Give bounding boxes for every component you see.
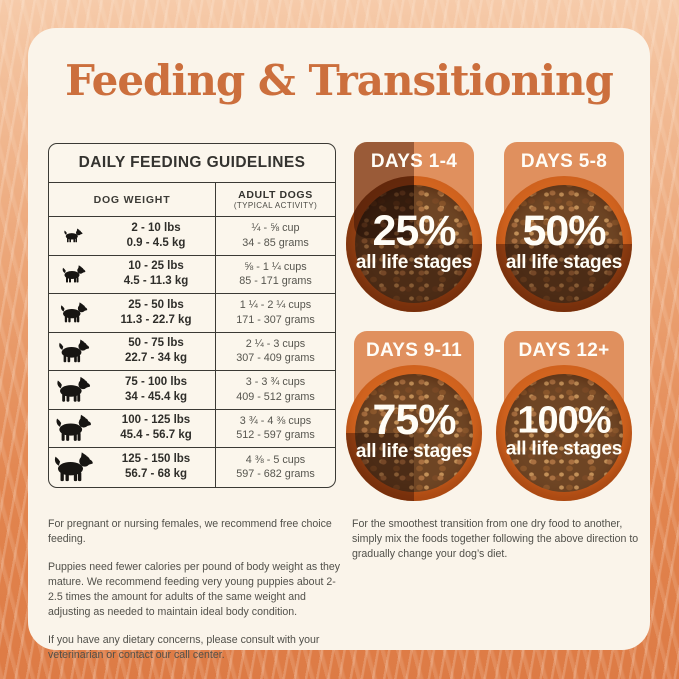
kibble-bowl-icon: [346, 176, 482, 312]
transition-step-days-12-plus: [488, 331, 640, 523]
large-dog-icon: [49, 333, 97, 371]
weight-kg: 0.9 - 4.5 kg: [126, 236, 186, 249]
giant-dog-icon: [49, 448, 97, 487]
xxlarge-dog-icon: [49, 410, 97, 448]
weight-lbs: 50 - 75 lbs: [128, 337, 184, 350]
column-header-adult-dogs: [215, 183, 335, 216]
serving-grams: 597 - 682 grams: [236, 468, 315, 481]
column-header-adult-dogs-line1: ADULT DOGS: [238, 188, 313, 201]
percent-label: [346, 207, 482, 274]
serving-cups: ⅝ - 1 ¼ cups: [244, 260, 307, 273]
percent-value: 100%: [517, 399, 611, 442]
serving-cups: 4 ⅜ - 5 cups: [245, 453, 306, 466]
serving-cups: 1 ¼ - 2 ¼ cups: [239, 299, 312, 312]
table-row: [49, 294, 335, 333]
toy-dog-icon: [49, 217, 97, 255]
table-title: DAILY FEEDING GUIDELINES: [49, 144, 335, 183]
days-label: DAYS 1-4: [370, 151, 458, 172]
weight-lbs: 25 - 50 lbs: [128, 298, 184, 311]
feeding-guidelines-table: [48, 143, 336, 488]
weight-lbs: 75 - 100 lbs: [124, 375, 187, 388]
table-row: [49, 448, 335, 487]
transition-step-days-5-8: [488, 142, 640, 334]
feeding-footnotes: [48, 517, 346, 676]
serving-grams: 85 - 171 grams: [239, 275, 312, 288]
percent-label: [346, 396, 482, 463]
percent-caption: all life stages: [505, 438, 623, 460]
footnote-pregnant: For pregnant or nursing females, we recommend free choice feeding.: [48, 518, 332, 546]
percent-caption: all life stages: [505, 252, 623, 274]
serving-grams: 34 - 85 grams: [242, 236, 309, 249]
serving-grams: 307 - 409 grams: [236, 352, 315, 365]
table-header-row: [49, 183, 335, 217]
small-dog-icon: [49, 256, 97, 294]
table-row: [49, 371, 335, 410]
serving-grams: 171 - 307 grams: [236, 313, 315, 326]
weight-kg: 4.5 - 11.3 kg: [123, 275, 189, 288]
xlarge-dog-icon: [49, 371, 97, 409]
percent-label: [496, 399, 632, 460]
transition-step-days-1-4: [338, 142, 490, 334]
footnote-puppies: Puppies need fewer calories per pound of body weight as they mature. We recommend feeding very young puppies about 2-2.5 times the amount for adults of the same weight and adjusting as needed to maintain ideal body condition.: [48, 561, 341, 619]
percent-caption: all life stages: [355, 252, 473, 274]
column-header-dog-weight: DOG WEIGHT: [93, 193, 171, 206]
weight-lbs: 10 - 25 lbs: [128, 260, 184, 273]
column-header-adult-dogs-line2: (TYPICAL ACTIVITY): [233, 200, 318, 210]
page-title: Feeding & Transitioning: [65, 56, 613, 105]
weight-lbs: 100 - 125 lbs: [121, 414, 191, 427]
table-row: [49, 333, 335, 372]
serving-cups: 3 - 3 ¾ cups: [245, 376, 306, 389]
percent-value: 75%: [372, 396, 456, 445]
weight-kg: 56.7 - 68 kg: [124, 468, 187, 481]
percent-caption: all life stages: [355, 441, 473, 463]
medium-dog-icon: [49, 294, 97, 332]
days-label: DAYS 12+: [518, 340, 610, 361]
kibble-bowl-icon: [496, 176, 632, 312]
weight-kg: 34 - 45.4 kg: [124, 390, 187, 403]
days-label: DAYS 9-11: [365, 340, 462, 361]
percent-label: [496, 207, 632, 274]
serving-grams: 409 - 512 grams: [236, 390, 315, 403]
table-row: [49, 410, 335, 449]
serving-grams: 512 - 597 grams: [236, 429, 315, 442]
weight-kg: 11.3 - 22.7 kg: [120, 313, 192, 326]
guide-card: [28, 28, 650, 662]
footnote-transition: For the smoothest transition from one dry food to another, simply mix the foods together following the above direction to gradually change your dog’s diet.: [352, 518, 639, 561]
weight-lbs: 125 - 150 lbs: [121, 453, 191, 466]
footnote-dietary-concerns: If you have any dietary concerns, please consult with your veterinarian or contact our call center.: [48, 634, 320, 662]
percent-value: 25%: [372, 207, 456, 256]
weight-kg: 45.4 - 56.7 kg: [120, 429, 192, 442]
table-row: [49, 217, 335, 256]
serving-cups: 3 ¾ - 4 ⅜ cups: [239, 414, 312, 427]
kibble-bowl-icon: [496, 365, 632, 501]
days-label: DAYS 5-8: [520, 151, 608, 172]
weight-kg: 22.7 - 34 kg: [124, 352, 187, 365]
kibble-bowl-icon: [346, 365, 482, 501]
transition-step-days-9-11: [338, 331, 490, 523]
serving-cups: ¼ - ⅝ cup: [251, 222, 300, 235]
table-row: [49, 256, 335, 295]
weight-lbs: 2 - 10 lbs: [131, 221, 181, 234]
serving-cups: 2 ¼ - 3 cups: [245, 337, 306, 350]
transition-footnote: [352, 517, 644, 575]
percent-value: 50%: [522, 207, 606, 256]
